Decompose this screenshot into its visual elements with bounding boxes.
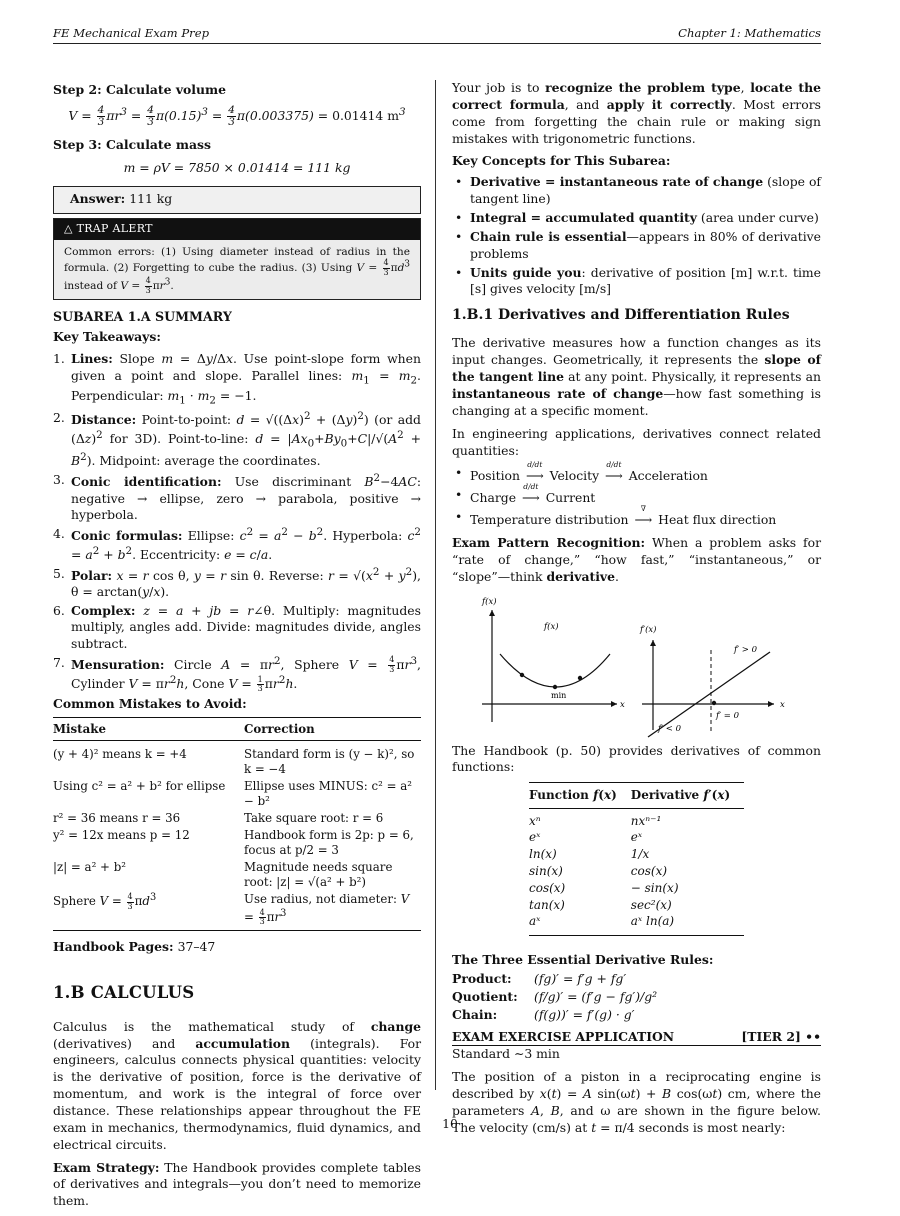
zero-label: f′ = 0 (716, 710, 740, 721)
list-item: • Units guide you: derivative of position [m] w.r.t. time [s] gives velocity [m/s] (452, 265, 821, 299)
left-column (53, 80, 421, 1216)
table-row: aˣ aˣ ln(a) (529, 913, 744, 935)
list-item: 7. Mensuration: Circle $A = \pi r^2$, Sphere V = $\frac{4}{3}$ $\pi r^3$, Cylinder $V = \pi r^2h$, Cone V = $\frac{1}{3}$ $\pi r^2h$. (53, 654, 421, 694)
key-takeaways-list (53, 351, 421, 694)
table-row: Using c² = a² + b² for ellipse Ellipse uses MINUS: c² = a² − b² (53, 778, 412, 808)
list-item: • Charge d/dt ⟶ Current (452, 487, 821, 507)
derivative-graph (452, 592, 821, 737)
key-concepts-title: Key Concepts for This Subarea: (452, 153, 671, 169)
min-label: min (551, 690, 567, 700)
calculus-intro: Calculus is the mathematical study of change (derivatives) and accumulation (integrals). For engineers, calculus connects physical quantities: velocity is the derivative of position, force is the derivative of momentum, and work is the integral of force over distance. These relationships appear throughout the FE exam in mechanics, thermodynamics, fluid dynamics, and electrical circuits. (53, 1018, 421, 1152)
header-book-title: FE Mechanical Exam Prep (53, 26, 209, 40)
table-row: xⁿ nxⁿ⁻¹ (529, 813, 662, 828)
rules-title: The Three Essential Derivative Rules: (452, 952, 714, 968)
exercise-time: Standard ∼3 min (452, 1046, 560, 1062)
list-item: 1. Lines: Slope m = Δy/Δx. Use point-slope form when given a point and slope. Parallel lines: $m_1 = m_2$. Perpendicular: $m_1 \cdot m_2 = -1$. (53, 350, 421, 407)
mass-equation: m = ρV = 7850 × 0.01414 = 111 kg (123, 159, 351, 175)
quotient-rule-name: Quotient: (452, 988, 518, 1004)
negative-label: f′ < 0 (658, 723, 682, 734)
key-takeaways-title: Key Takeaways: (53, 329, 161, 345)
key-concepts-list (452, 174, 821, 298)
derivative-rules (452, 971, 821, 1024)
exercise-tier: [TIER 2] •• (741, 1028, 821, 1044)
list-item: 5. Polar: x = r cos θ, y = r sin θ. Reverse: $r = √(x^2 + y^2)$, θ = arctan(y/x). (53, 565, 421, 600)
answer-label: Answer: (70, 190, 126, 206)
left-curve-label: f(x) (544, 621, 559, 632)
table-row: (y + 4)² means k = +4 Standard form is (y − k)², so k = −4 (53, 746, 415, 776)
common-mistakes-title: Common Mistakes to Avoid: (53, 695, 247, 711)
mistakes-header-correction: Correction (244, 717, 421, 740)
list-item: 3. Conic identification: Use discriminant $B^2-4AC$: negative → ellipse, zero → parabola, positive → hyperbola. (53, 472, 421, 523)
related-quantities-list (452, 460, 821, 529)
quotient-rule-formula: (f/g)′ = (f′g − fg′)/g² (534, 988, 658, 1004)
table-row: |z| = a² + b² Magnitude needs square root: |z| = √(a² + b²) (53, 860, 393, 890)
list-item: 4. Conic formulas: Ellipse: $c^2 = a^2 - b^2$. Hyperbola: $c^2 = a^2 + b^2$. Eccentricity: e = c/a. (53, 526, 421, 562)
left-xlabel: x (620, 699, 625, 710)
deriv-header-function: Function f(x) (529, 783, 631, 808)
header-chapter-title: Chapter 1: Mathematics (678, 26, 821, 40)
strategy-continued: Your job is to recognize the problem type, locate the correct formula, and apply it correctly. Most errors come from forgetting the chain rule or making sign mistakes with trigonometric functions. (452, 80, 821, 146)
list-item: • Derivative = instantaneous rate of change (slope of tangent line) (452, 174, 821, 208)
page-number: 10 (442, 1116, 458, 1131)
exercise-problem: The position of a piston in a reciprocating engine is described by x(t) = A sin(ωt) + B cos(ωt) cm, where the parameters A, B, and ω are shown in the figure below. The velocity (cm/s) at t = π/4 seconds is most nearly: (452, 1069, 822, 1135)
page-header (53, 25, 821, 44)
answer-value: 111 kg (129, 190, 173, 206)
deriv-header-derivative: Derivative f′(x) (631, 783, 744, 808)
chain-rule-name: Chain: (452, 1006, 498, 1022)
exam-strategy: Exam Strategy: The Handbook provides complete tables of derivatives and integrals—you don’t need to memorize them. (53, 1159, 421, 1209)
right-ylabel: f′(x) (640, 624, 657, 635)
list-item: • Chain rule is essential—appears in 80% of derivative problems (452, 229, 821, 263)
volume-equation: V = $\frac{4}{3}$ $\pi r^3$ = $\frac{4}{3}$ $\pi(0.15)^3$ = $\frac{4}{3}$ π(0.003375) = 0.01414 $m^3$ (68, 103, 406, 128)
exercise-header (452, 1029, 821, 1047)
exercise-title: EXAM EXERCISE APPLICATION (452, 1028, 675, 1044)
list-item: • Temperature distribution ∇ ⟶ Heat flux direction (452, 509, 821, 529)
derivatives-table (529, 782, 744, 936)
list-item: 2. Distance: Point-to-point: $d = √((\Delta x)^2 + (\Delta y)^2)$ (or add $(\Delta z)^2$ for 3D). Point-to-line: $d = |Ax_0+By_0+C|/√(A^2 + B^2)$. Midpoint: average the coordinates. (53, 410, 421, 469)
summary-title: SUBAREA 1.A SUMMARY (53, 309, 232, 324)
table-row: eˣ eˣ (529, 830, 643, 845)
mistakes-header-mistake: Mistake (53, 717, 244, 740)
table-row: ln(x) 1/x (529, 847, 650, 862)
handbook-text: The Handbook (p. 50) provides derivatives of common functions: (452, 742, 821, 775)
warning-icon: △ (64, 221, 73, 235)
table-row: tan(x) sec²(x) (529, 897, 672, 912)
volume-result: = 0.01414 m (317, 107, 399, 123)
product-rule-formula: (fg)′ = f′g + fg′ (534, 970, 627, 986)
step3-title: Step 3: Calculate mass (53, 137, 211, 152)
engineering-applications: In engineering applications, derivatives connect related quantities: (452, 425, 821, 458)
table-row: cos(x) − sin(x) (529, 880, 679, 895)
trap-alert-body: Common errors: (1) Using diameter instead of radius in the formula. (2) Forgetting to cube the radius. (3) Using V = $\frac{4}{3}$ $\pi d^3$ instead of V = $\frac{4}{3}$ $\pi r^3$. (54, 240, 420, 299)
handbook-pages: Handbook Pages: 37–47 (53, 939, 216, 955)
right-column (452, 80, 821, 1143)
positive-label: f′ > 0 (734, 644, 758, 655)
derivative-definition: The derivative measures how a function changes as its input changes. Geometrically, it represents the slope of the tangent line at any point. Physically, it represents an instantaneous rate of change—how fast something is changing at a specific moment. (452, 335, 821, 418)
step2-title: Step 2: Calculate volume (53, 82, 227, 97)
chain-rule-formula: (f(g))′ = f′(g) · g′ (534, 1006, 635, 1022)
mistakes-table (53, 717, 421, 932)
table-row: y² = 12x means p = 12 Handbook form is 2p: p = 6, focus at p/2 = 3 (53, 828, 414, 858)
exam-pattern: Exam Pattern Recognition: When a problem asks for “rate of change,” “how fast,” “instantaneous,” or “slope”—think derivative. (452, 534, 821, 584)
list-item: • Position d/dt ⟶ Velocity d/dt ⟶ Acceleration (452, 465, 821, 485)
product-rule-name: Product: (452, 970, 512, 986)
calculus-title: 1.B CALCULUS (53, 983, 195, 1003)
table-row: r² = 36 means r = 36 Take square root: r = 6 (53, 810, 384, 825)
section-title: 1.B.1 Derivatives and Differentiation Rules (452, 307, 790, 324)
list-item: • Integral = accumulated quantity (area under curve) (452, 210, 821, 227)
list-item: 6. Complex: z = a + jb = r∠θ. Multiply: magnitudes multiply, angles add. Divide: magnitudes divide, angles subtract. (53, 602, 421, 652)
trap-alert-title: △ TRAP ALERT (54, 219, 420, 240)
answer-box (53, 186, 421, 214)
derivative-plot (639, 624, 785, 737)
right-xlabel: x (780, 699, 785, 710)
column-divider (435, 80, 436, 1090)
table-row: Sphere V = $\frac{4}{3}$ $\pi d^3$ Use radius, not diameter: V = $\frac{4}{3}$ $\pi r^3$ (53, 891, 421, 930)
function-plot (481, 596, 625, 722)
table-row: sin(x) cos(x) (529, 863, 668, 878)
left-ylabel: f(x) (482, 596, 497, 607)
trap-alert-box (53, 218, 421, 300)
